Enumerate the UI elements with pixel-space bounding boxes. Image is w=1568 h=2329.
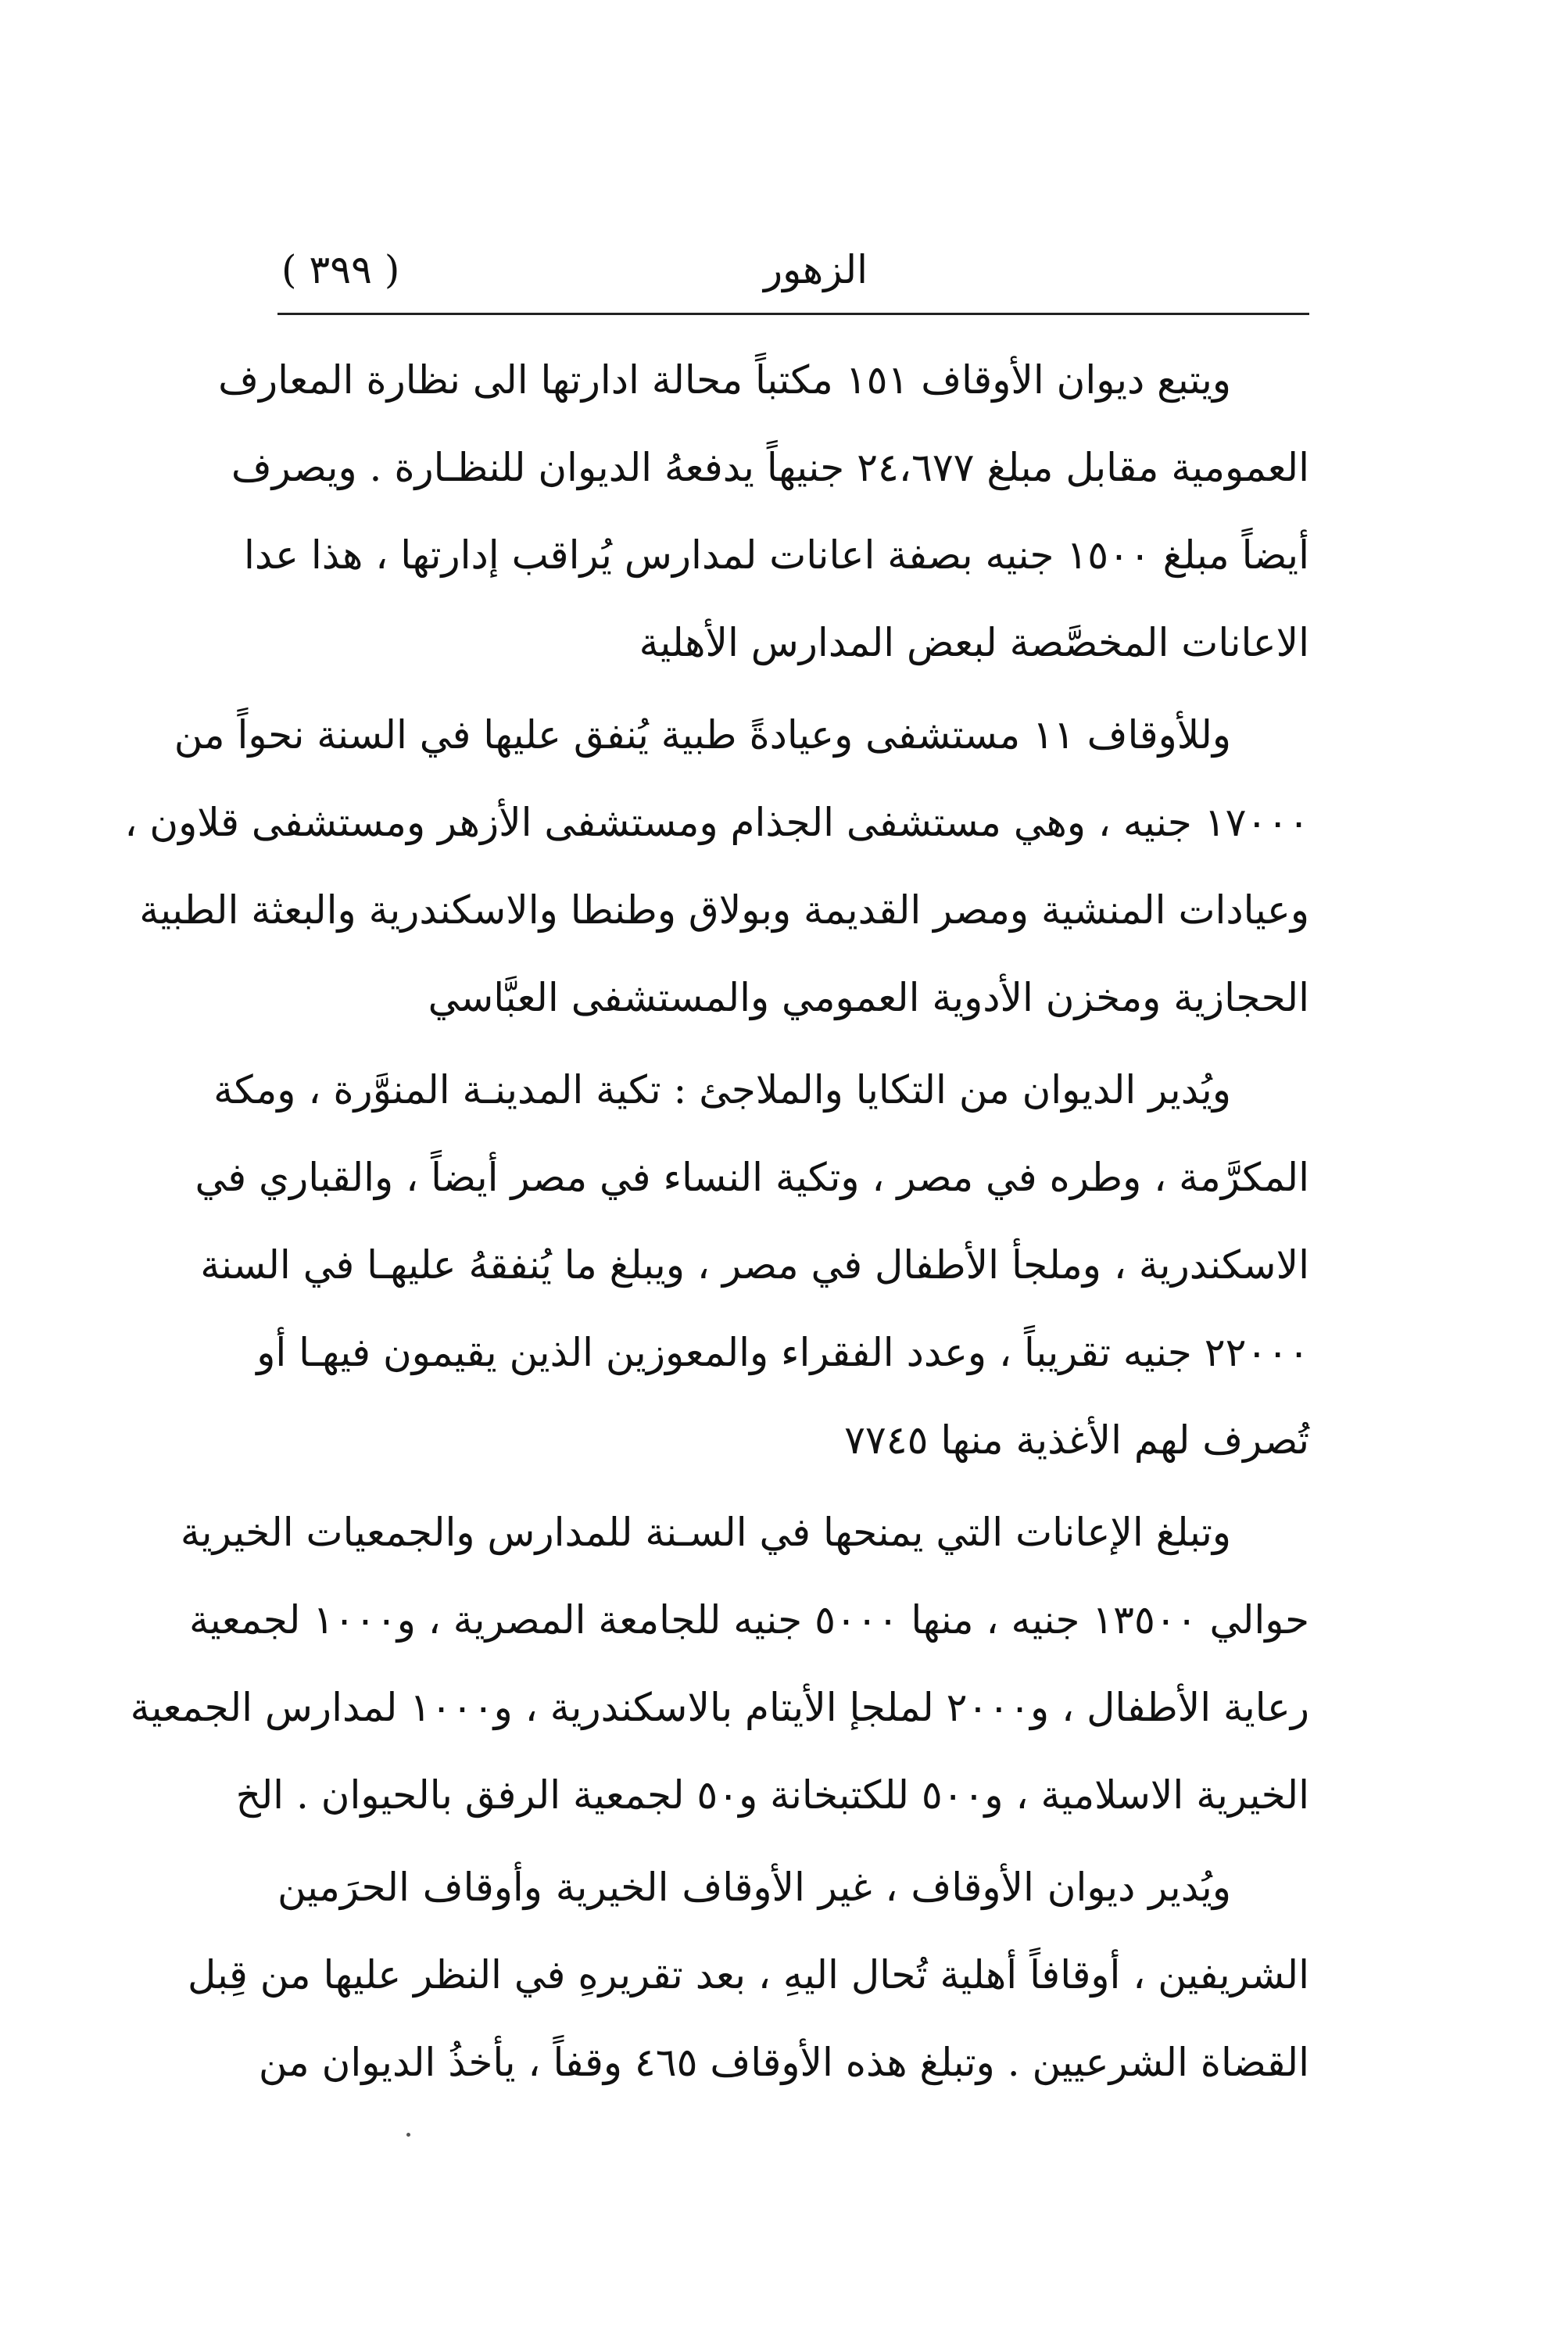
paragraph (218, 336, 1309, 686)
running-title: الزهور (763, 247, 868, 292)
text-line: ويتبع ديوان الأوقاف ١٥١ مكتباً محالة ادارتها الى نظارة المعارف (218, 357, 1231, 403)
paragraph (124, 691, 1309, 1041)
paragraph (195, 1046, 1309, 1484)
text-line: ويُدير الديوان من التكايا والملاجئ : تكية المدينـة المنوَّرة ، ومكة (213, 1067, 1231, 1113)
scan-speck (406, 2133, 410, 2137)
paragraph (130, 1489, 1309, 1839)
text-line: ١٧٠٠٠ جنيه ، وهي مستشفى الجذام ومستشفى الأزهر ومستشفى قلاون ، (124, 800, 1309, 845)
text-line: الحجازية ومخزن الأدوية العمومي والمستشفى العبَّاسي (428, 975, 1309, 1020)
text-line: تُصرف لهم الأغذية منها ٧٧٤٥ (844, 1417, 1309, 1463)
paragraph (188, 1843, 1309, 2106)
text-line: الشريفين ، أوقافاً أهلية تُحال اليهِ ، بعد تقريرهِ في النظر عليها من قِبل (188, 1952, 1309, 1998)
text-line: وعيادات المنشية ومصر القديمة وبولاق وطنطا والاسكندرية والبعثة الطبية (139, 887, 1309, 933)
text-line: المكرَّمة ، وطره في مصر ، وتكية النساء في مصر أيضاً ، والقباري في (195, 1155, 1309, 1200)
text-line: الاسكندرية ، وملجأ الأطفال في مصر ، ويبلغ ما يُنفقهُ عليهـا في السنة (200, 1242, 1309, 1288)
text-line: العمومية مقابل مبلغ ٢٤،٦٧٧ جنيهاً يدفعهُ الديوان للنظـارة . ويصرف (231, 445, 1309, 490)
text-line: ٢٢٠٠٠ جنيه تقريباً ، وعدد الفقراء والمعوزين الذين يقيمون فيهـا أو (256, 1330, 1309, 1375)
page-header (281, 235, 1305, 305)
text-line: أيضاً مبلغ ١٥٠٠ جنيه بصفة اعانات لمدارس يُراقب إدارتها ، هذا عدا (244, 532, 1309, 578)
text-line: القضاة الشرعيين . وتبلغ هذه الأوقاف ٤٦٥ وقفاً ، يأخذُ الديوان من (258, 2040, 1309, 2085)
text-line: حوالي ١٣٥٠٠ جنيه ، منها ٥٠٠٠ جنيه للجامعة المصرية ، و١٠٠٠ لجمعية (188, 1597, 1309, 1643)
text-line: وتبلغ الإعانات التي يمنحها في السـنة للمدارس والجمعيات الخيرية (180, 1510, 1231, 1555)
text-line: الخيرية الاسلامية ، و٥٠٠ للكتبخانة و٥٠ لجمعية الرفق بالحيوان . الخ (235, 1772, 1309, 1818)
header-rule (277, 313, 1309, 315)
text-line: الاعانات المخصَّصة لبعض المدارس الأهلية (639, 620, 1309, 665)
text-line: رعاية الأطفال ، و٢٠٠٠ لملجإ الأيتام بالاسكندرية ، و١٠٠٠ لمدارس الجمعية (130, 1685, 1309, 1730)
page-number: ( ٣٩٩ ) (281, 247, 400, 292)
body-text (124, 336, 1309, 2106)
text-line: ويُدير ديوان الأوقاف ، غير الأوقاف الخيرية وأوقاف الحرَمين (277, 1865, 1231, 1910)
text-line: وللأوقاف ١١ مستشفى وعيادةً طبية يُنفق عليها في السنة نحواً من (174, 712, 1231, 758)
